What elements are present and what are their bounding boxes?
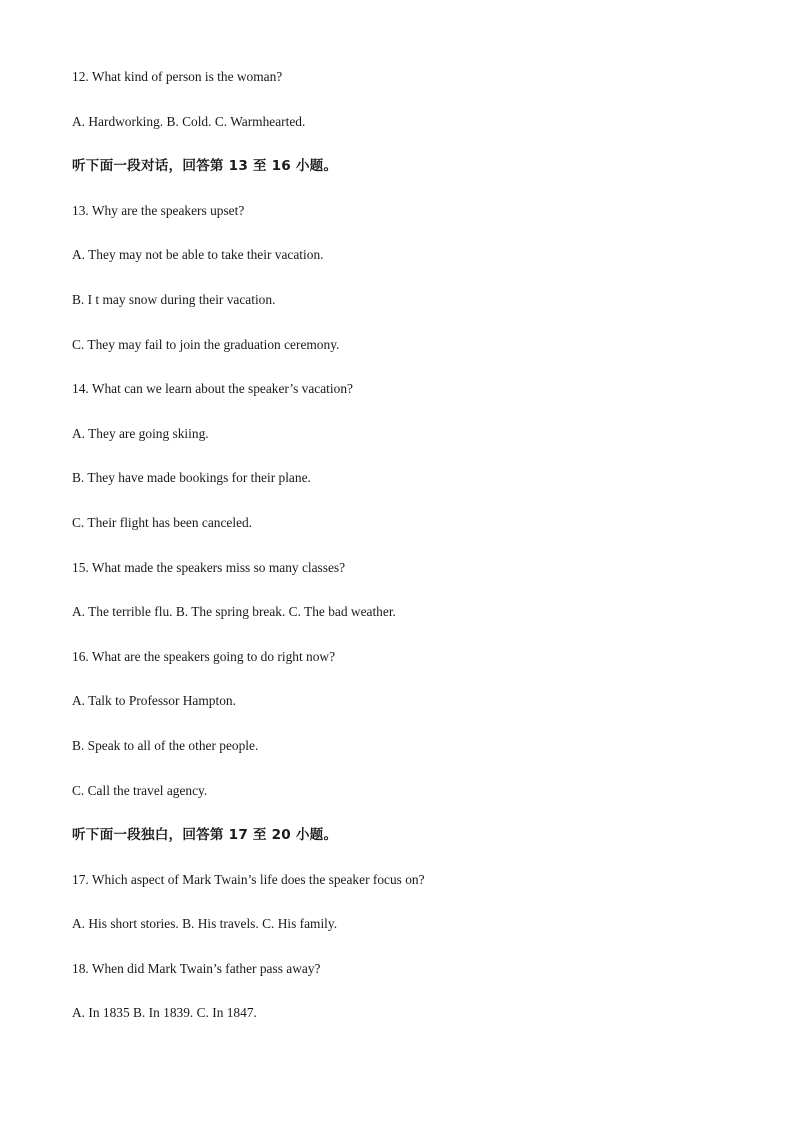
question-16-option-c: C. Call the travel agency.: [72, 782, 208, 798]
question-13: 13. Why are the speakers upset?: [72, 202, 245, 218]
section-heading-13-16: 听下面一段对话，回答第 13 至 16 小题。: [72, 158, 338, 175]
question-12-options: A. Hardworking. B. Cold. C. Warmhearted.: [72, 113, 306, 129]
question-14-option-c: C. Their flight has been canceled.: [72, 514, 253, 530]
document-page: [72, 66, 732, 1047]
question-15: 15. What made the speakers miss so many classes?: [72, 559, 346, 575]
question-16-option-b: B. Speak to all of the other people.: [72, 737, 259, 753]
question-14: 14. What can we learn about the speaker’s vacation?: [72, 381, 353, 397]
question-16-option-a: A. Talk to Professor Hampton.: [72, 693, 236, 709]
question-18: 18. When did Mark Twain’s father pass away?: [72, 960, 321, 976]
question-14-option-b: B. They have made bookings for their plane.: [72, 470, 311, 486]
question-14-option-a: A. They are going skiing.: [72, 425, 209, 441]
question-18-options: A. In 1835 B. In 1839. C. In 1847.: [72, 1005, 257, 1021]
section-heading-17-20: 听下面一段独白，回答第 17 至 20 小题。: [72, 827, 338, 844]
question-13-option-b: B. I t may snow during their vacation.: [72, 291, 276, 307]
question-16: 16. What are the speakers going to do right now?: [72, 648, 336, 664]
question-12: 12. What kind of person is the woman?: [72, 69, 283, 84]
question-13-option-a: A. They may not be able to take their vacation.: [72, 247, 324, 263]
question-15-options: A. The terrible flu. B. The spring break. C. The bad weather.: [72, 604, 396, 620]
question-17-options: A. His short stories. B. His travels. C. His family.: [72, 916, 338, 932]
question-13-option-c: C. They may fail to join the graduation ceremony.: [72, 336, 340, 352]
question-17: 17. Which aspect of Mark Twain’s life does the speaker focus on?: [72, 871, 425, 887]
